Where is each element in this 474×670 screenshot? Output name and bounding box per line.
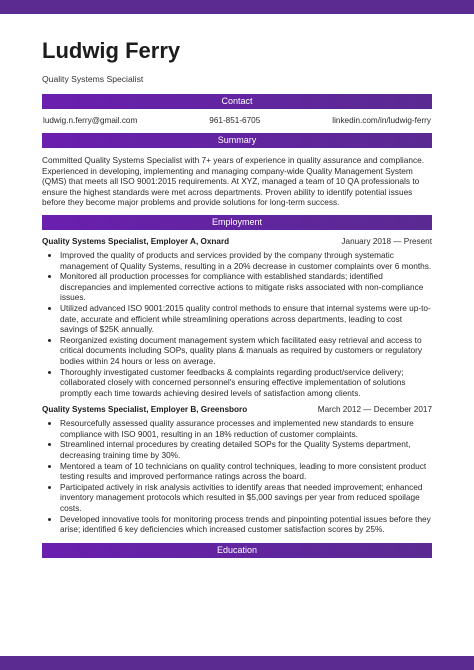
job-dates: March 2012 — December 2017 [317, 405, 432, 415]
job-header [42, 236, 432, 247]
section-header-summary: Summary [42, 133, 432, 148]
job-dates: January 2018 — Present [341, 236, 432, 246]
job-entry [42, 404, 432, 535]
contact-phone[interactable]: 961-851-6705 [209, 116, 261, 125]
contact-email[interactable]: ludwig.n.ferry@gmail.com [43, 116, 138, 125]
top-accent-bar [0, 0, 474, 14]
job-bullet: • Resourcefully assessed quality assurance processes and implemented new standards to ensure compliance with ISO 9001, resulting in an 18% reduction of customer complaints. [60, 418, 432, 439]
job-role: Quality Systems Specialist, Employer A, Oxnard [42, 236, 230, 246]
section-header-employment: Employment [42, 215, 432, 230]
job-bullets [42, 250, 432, 398]
job-bullet: • Reorganized existing document management system which facilitated easy retrieval and access to critical documents including SOPs, quality plans & manuals as required by customers or regulatory bodies within 24 hours or less on average. [60, 335, 432, 367]
job-bullet: • Developed innovative tools for monitoring process trends and pinpointing potential issues before they arise; identified 6 key deficiencies which increased customer satisfaction scores by 25%. [60, 514, 432, 535]
contact-linkedin[interactable]: linkedin.com/in/ludwig-ferry [332, 116, 431, 125]
job-bullet: • Thoroughly investigated customer feedbacks & complaints regarding product/service delivery; collaborated closely with concerned personnel's ensuring effective implementation of solutions promptly each time towards achieving desired levels of satisfaction among clients. [60, 367, 432, 399]
job-role: Quality Systems Specialist, Employer B, Greensboro [42, 405, 248, 415]
job-entry [42, 236, 432, 398]
candidate-name: Ludwig Ferry [42, 38, 181, 63]
section-header-contact: Contact [42, 94, 432, 109]
job-bullets [42, 418, 432, 535]
job-bullet: • Improved the quality of products and services provided by the company through systematic management of Quality Systems, resulting in a 20% decrease in customer complaints over 6 months. [60, 250, 432, 271]
contact-row [43, 116, 431, 125]
job-bullet: • Utilized advanced ISO 9001:2015 quality control methods to ensure that internal systems were up-to-date, accurate and efficient while streamlining operations across departments, leading to cost savings of $25K annually. [60, 303, 432, 335]
section-header-education: Education [42, 543, 432, 558]
candidate-title: Quality Systems Specialist [42, 74, 144, 84]
job-bullet: • Participated actively in risk analysis activities to identify areas that needed improvement; enhanced inventory management protocols which resulted in $5,000 savings per year from reduced spoilage costs. [60, 482, 432, 514]
summary-text: Committed Quality Systems Specialist with 7+ years of experience in quality assurance and compliance. Experienced in developing, implementing and managing company-wide Quality Management System (QMS) that meets all ISO 9001:2015 requirements. At XYZ, managed a team of 10 QA professionals to ensure the highest standards were met across departments. Proven ability to identify potential issues before they become major problems and provide solutions for long-term success. [42, 155, 425, 208]
bottom-accent-bar [0, 656, 474, 670]
job-bullet: • Monitored all production processes for compliance with established standards; identified discrepancies and implemented corrective actions to mitigate risks associated with non-compliance issues. [60, 271, 432, 303]
resume-page [42, 38, 432, 558]
job-bullet: • Streamlined internal procedures by creating detailed SOPs for the Quality Systems department, decreasing training time by 30%. [60, 439, 432, 460]
job-bullet: • Mentored a team of 10 technicians on quality control techniques, leading to more consistent product testing results and improved performance ratings across the board. [60, 461, 432, 482]
job-header [42, 404, 432, 415]
